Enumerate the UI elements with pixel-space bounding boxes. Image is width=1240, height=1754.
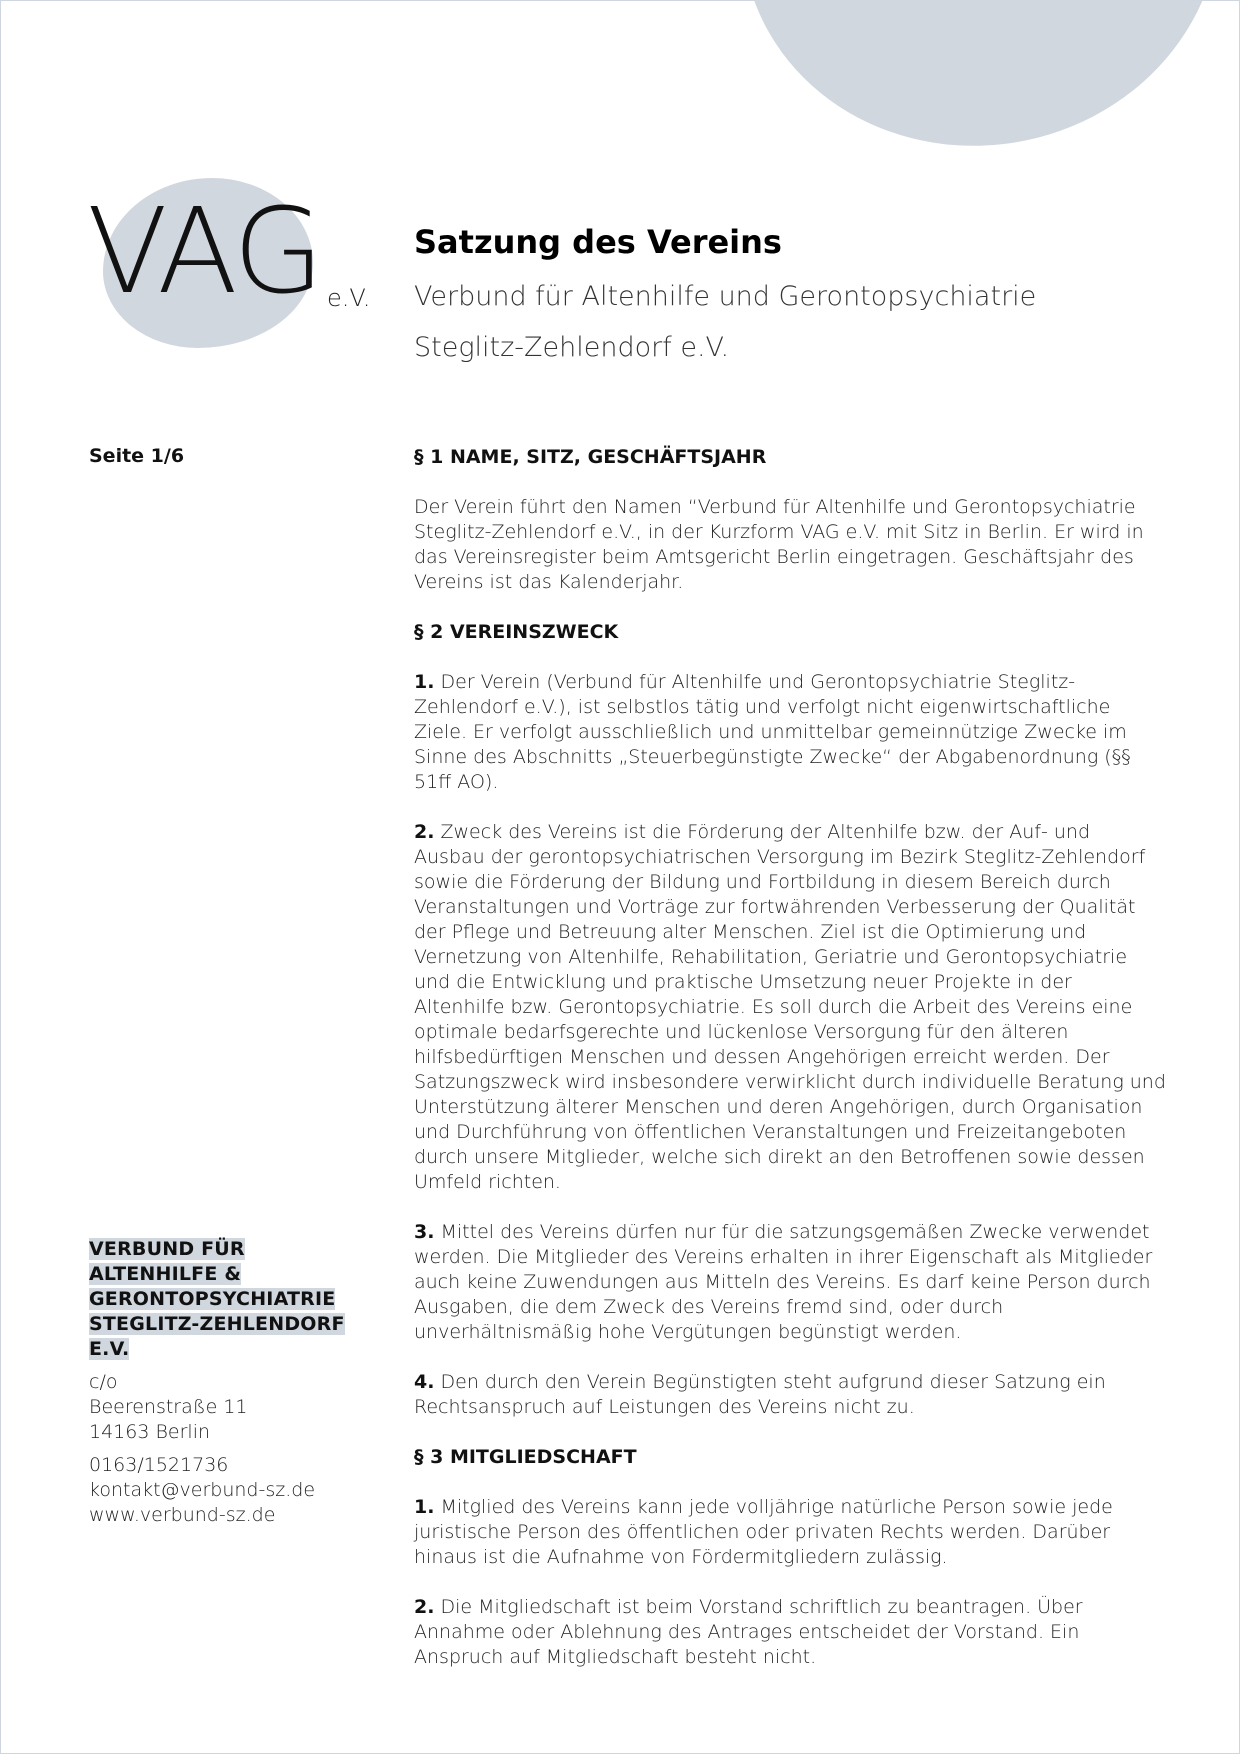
paragraph-text: Den durch den Verein Begünstigten steht aufgrund dieser Satzung ein Rechtsanspruch auf Leistungen des Vereins nicht zu. xyxy=(414,1371,1106,1418)
paragraph-number: 1. xyxy=(414,1496,435,1518)
logo xyxy=(87,176,387,356)
paragraph xyxy=(414,820,1166,1195)
section-heading: § 1 NAME, SITZ, GESCHÄFTSJAHR xyxy=(414,446,767,468)
subtitle-line: Steglitz-Zehlendorf e.V. xyxy=(414,332,730,364)
email: kontakt@verbund-sz.de xyxy=(89,1479,316,1501)
section xyxy=(414,1445,1166,1670)
paragraph xyxy=(414,1595,1166,1670)
paragraph-text: Mitglied des Vereins kann jede volljährige natürliche Person sowie jede juristische Person des öffentlichen oder privaten Rechts werden. Darüber hinaus ist die Aufnahme von Fördermitgliedern zulässig. xyxy=(414,1496,1113,1568)
paragraph-text: Die Mitgliedschaft ist beim Vorstand schriftlich zu beantragen. Über Annahme oder Ablehnung des Antrages entscheidet der Vorstand. Ein Anspruch auf Mitgliedschaft besteht nicht. xyxy=(414,1596,1083,1668)
org-name xyxy=(89,1237,349,1362)
section-heading: § 2 VEREINSZWECK xyxy=(414,621,619,643)
paragraph-text: Der Verein (Verbund für Altenhilfe und Gerontopsychiatrie Steglitz-Zehlendorf e.V.), ist selbstlos tätig und verfolgt nicht eigenwirtschaftliche Ziele. Er verfolgt ausschließlich und unmittelbar gemeinnützige Zwecke im Sinne des Abschnitts „Steuerbegünstigte Zwecke“ der Abgabenordnung (§§ 51ff AO). xyxy=(414,671,1131,793)
paragraph xyxy=(414,670,1166,795)
address-line: Beerenstraße 11 xyxy=(89,1396,248,1418)
document-body xyxy=(414,445,1166,1695)
org-name-line: E.V. xyxy=(89,1338,130,1360)
website: www.verbund-sz.de xyxy=(89,1504,276,1526)
document-header xyxy=(414,223,1214,373)
logo-suffix: e.V. xyxy=(327,284,371,312)
document-subtitle xyxy=(414,271,1214,373)
org-name-line: ALTENHILFE & xyxy=(89,1263,242,1285)
section xyxy=(414,620,1166,1420)
org-name-line: STEGLITZ-ZEHLENDORF xyxy=(89,1313,345,1335)
paragraph-number: 2. xyxy=(414,821,435,843)
section xyxy=(414,445,1166,595)
paragraph xyxy=(414,1370,1166,1420)
section-heading: § 3 MITGLIEDSCHAFT xyxy=(414,1446,637,1468)
paragraph-text: Zweck des Vereins ist die Förderung der Altenhilfe bzw. der Auf- und Ausbau der gerontopsychiatrischen Versorgung im Bezirk Steglitz-Zehlendorf sowie die Förderung der Bildung und Fortbildung in diesem Bereich durch Veranstaltungen und Vorträge zur fortwährenden Verbesserung der Qualität der Pflege und Betreuung alter Menschen. Ziel ist die Optimierung und Vernetzung von Altenhilfe, Rehabilitation, Geriatrie und Gerontopsychiatrie und die Entwicklung und praktische Umsetzung neuer Projekte in der Altenhilfe bzw. Gerontopsychiatrie. Es soll durch die Arbeit des Vereins eine optimale bedarfsgerechte und lückenlose Versorgung für den älteren hilfsbedürftigen Menschen und dessen Angehörigen erreicht werden. Der Satzungszweck wird insbesondere verwirklicht durch individuelle Beratung und Unterstützung älterer Menschen und deren Angehörigen, durch Organisation und Durchführung von öffentlichen Veranstaltungen und Freizeitangeboten durch unsere Mitglieder, welche sich direkt an den Betroffenen sowie dessen Umfeld richten. xyxy=(414,821,1166,1193)
contact-info xyxy=(89,1453,349,1528)
logo-mark: VAG xyxy=(87,182,322,320)
paragraph xyxy=(414,1220,1166,1345)
subtitle-line: Verbund für Altenhilfe und Gerontopsychiatrie xyxy=(414,281,1037,313)
paragraph-text: Mittel des Vereins dürfen nur für die satzungsgemäßen Zwecke verwendet werden. Die Mitglieder des Vereins erhalten in ihrer Eigenschaft als Mitglieder auch keine Zuwendungen aus Mitteln des Vereins. Es darf keine Person durch Ausgaben, die dem Zweck des Vereins fremd sind, oder durch unverhältnismäßig hohe Vergütungen begünstigt werden. xyxy=(414,1221,1153,1343)
paragraph xyxy=(414,495,1166,595)
decorative-blob xyxy=(700,0,1240,190)
paragraph-number: 2. xyxy=(414,1596,435,1618)
paragraph-number: 3. xyxy=(414,1221,435,1243)
org-name-line: GERONTOPSYCHIATRIE xyxy=(89,1288,336,1310)
org-name-line: VERBUND FÜR xyxy=(89,1238,245,1260)
paragraph-text: Der Verein führt den Namen “Verbund für Altenhilfe und Gerontopsychiatrie Steglitz-Zehlendorf e.V., in der Kurzform VAG e.V. mit Sitz in Berlin. Er wird in das Vereinsregister beim Amtsgericht Berlin eingetragen. Geschäftsjahr des Vereins ist das Kalenderjahr. xyxy=(414,496,1144,593)
paragraph xyxy=(414,1495,1166,1570)
postal-address xyxy=(89,1370,349,1445)
phone: 0163/1521736 xyxy=(89,1454,229,1476)
paragraph-number: 4. xyxy=(414,1371,435,1393)
address-block xyxy=(89,1237,349,1528)
address-line: c/o xyxy=(89,1371,118,1393)
address-line: 14163 Berlin xyxy=(89,1421,211,1443)
document-title: Satzung des Vereins xyxy=(414,223,782,261)
paragraph-number: 1. xyxy=(414,671,435,693)
page-number: Seite 1/6 xyxy=(89,445,185,467)
